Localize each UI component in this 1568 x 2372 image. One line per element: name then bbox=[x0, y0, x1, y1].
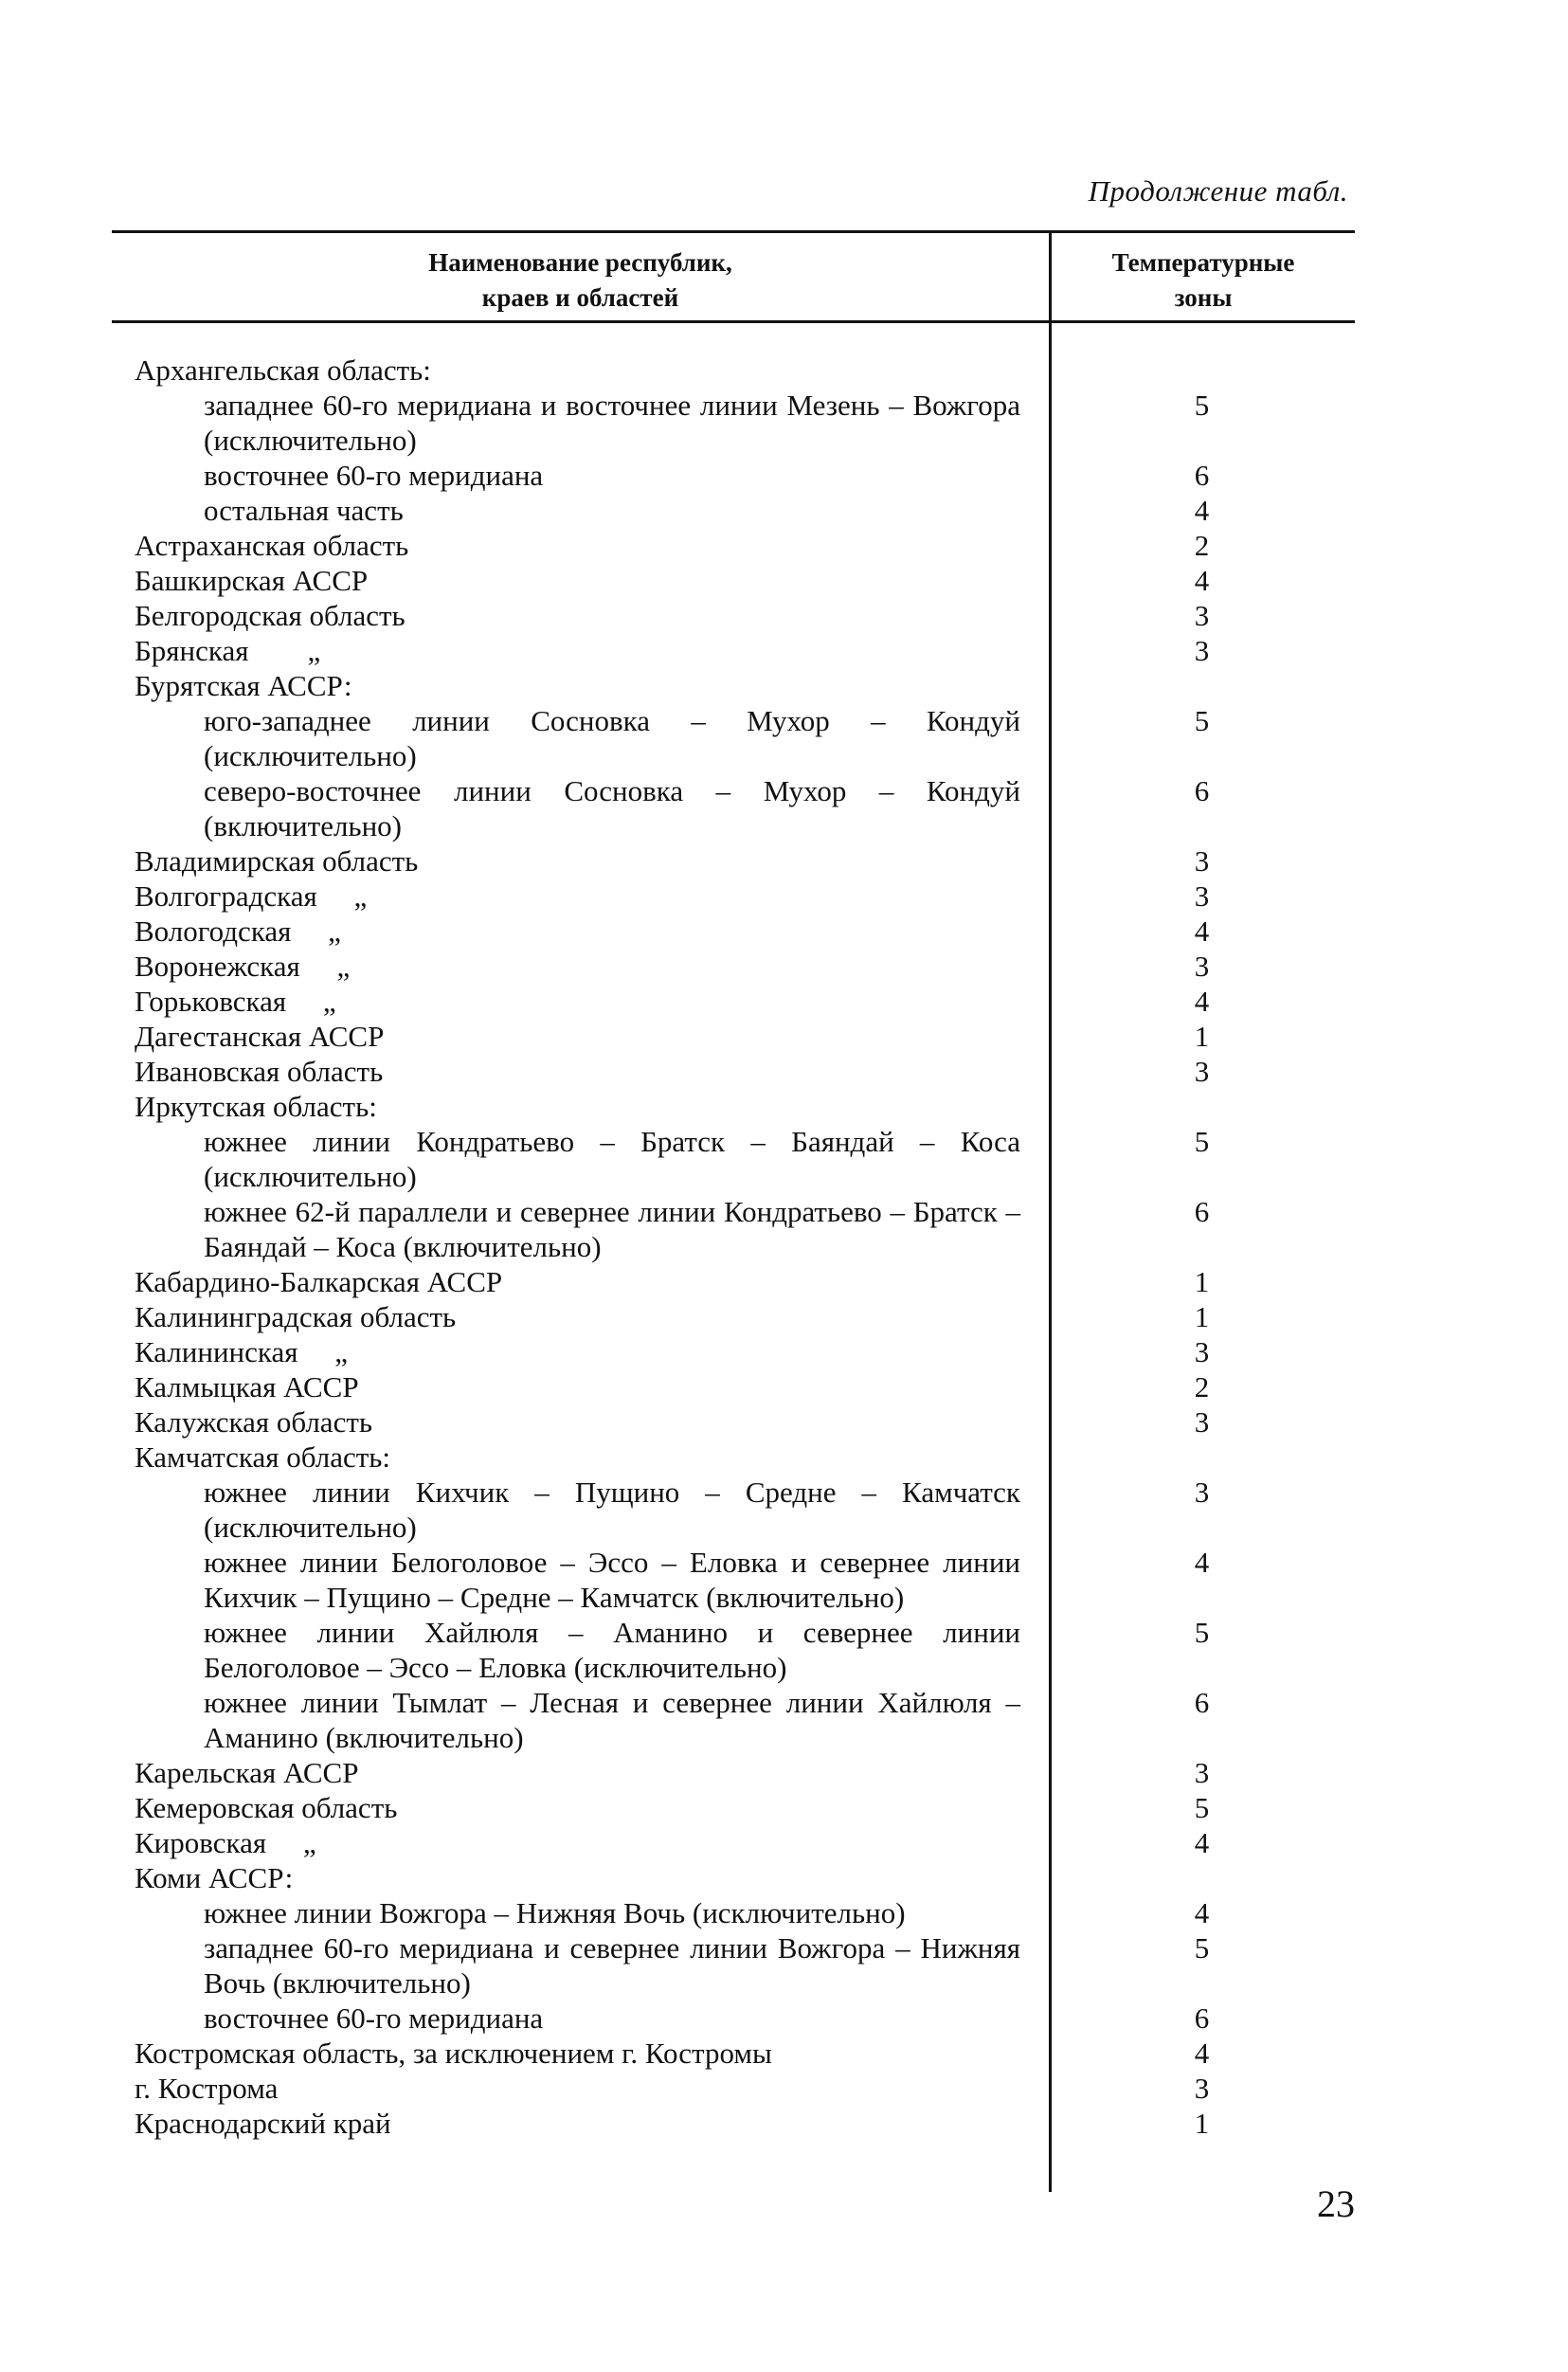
region-name: Архангельская область: bbox=[135, 353, 431, 387]
table-row bbox=[112, 1124, 1355, 1194]
temperature-zone bbox=[1049, 353, 1355, 388]
region-name: Калининская „ bbox=[135, 1335, 349, 1368]
temperature-zone: 6 bbox=[1194, 1686, 1210, 1719]
table-header-rule bbox=[112, 320, 1355, 323]
region-name: Дагестанская АССР bbox=[135, 1020, 385, 1053]
table-row bbox=[112, 984, 1355, 1019]
region-name: Брянская „ bbox=[135, 634, 321, 667]
region-name: г. Кострома bbox=[135, 2072, 279, 2105]
region-name: южнее линии Белоголовое – Эссо – Еловка и севернее линии Кихчик – Пущино – Средне – Камчатск (включительно) bbox=[204, 1546, 1028, 1614]
table-row bbox=[112, 949, 1355, 984]
table-row bbox=[112, 703, 1355, 773]
table-row bbox=[112, 773, 1355, 843]
table-row bbox=[112, 1895, 1355, 1930]
table-row bbox=[112, 1755, 1355, 1790]
temperature-zone: 2 bbox=[1194, 1370, 1210, 1403]
header-region-name: Наименование республик, краев и областей bbox=[428, 248, 732, 312]
table-row bbox=[112, 2036, 1355, 2071]
table-row bbox=[112, 1475, 1355, 1545]
temperature-zone: 5 bbox=[1194, 704, 1210, 737]
temperature-zone bbox=[1049, 1089, 1355, 1124]
table-row bbox=[112, 1264, 1355, 1299]
table-row bbox=[112, 2106, 1355, 2141]
table-row bbox=[112, 1545, 1355, 1615]
region-name: Калининградская область bbox=[135, 1300, 457, 1333]
temperature-zone: 4 bbox=[1194, 494, 1210, 527]
table-row bbox=[112, 563, 1355, 598]
table-row bbox=[112, 1439, 1355, 1475]
temperature-zone: 3 bbox=[1194, 950, 1210, 983]
region-name: Волгоградская „ bbox=[135, 879, 368, 913]
temperature-zone: 5 bbox=[1194, 1791, 1210, 1824]
region-name: Иркутская область: bbox=[135, 1090, 377, 1123]
table-row bbox=[112, 1334, 1355, 1369]
table-row bbox=[112, 1369, 1355, 1404]
temperature-zone: 3 bbox=[1194, 879, 1210, 913]
page-number: 23 bbox=[1317, 2182, 1355, 2225]
region-name: Коми АССР: bbox=[135, 1861, 294, 1894]
region-name: северо-восточнее линии Сосновка – Мухор – Кондуй (включительно) bbox=[204, 774, 1028, 842]
table-row bbox=[112, 1054, 1355, 1089]
region-name: западнее 60-го меридиана и севернее линии Вожгора – Нижняя Вочь (включительно) bbox=[204, 1931, 1028, 2000]
region-name: Ивановская область bbox=[135, 1055, 384, 1088]
temperature-zone: 6 bbox=[1194, 2001, 1210, 2035]
temperature-zone: 5 bbox=[1194, 1125, 1210, 1158]
table-row bbox=[112, 388, 1355, 458]
region-name: юго-западнее линии Сосновка – Мухор – Кондуй (исключительно) bbox=[204, 704, 1028, 772]
continuation-title: Продолжение табл. bbox=[1088, 174, 1348, 208]
region-name: Астраханская область bbox=[135, 529, 409, 562]
region-name: остальная часть bbox=[204, 494, 404, 527]
region-name: Кировская „ bbox=[135, 1826, 316, 1859]
temperature-zone: 3 bbox=[1194, 599, 1210, 632]
region-name: западнее 60-го меридиана и восточнее линии Мезень – Вожгора (исключительно) bbox=[204, 389, 1028, 457]
table-row bbox=[112, 458, 1355, 493]
table-row bbox=[112, 493, 1355, 528]
temperature-zone: 5 bbox=[1194, 1931, 1210, 1965]
temperature-zone bbox=[1049, 1439, 1355, 1475]
table-row bbox=[112, 1825, 1355, 1860]
region-name: Краснодарский край bbox=[135, 2107, 391, 2140]
table-row bbox=[112, 914, 1355, 949]
table-row bbox=[112, 633, 1355, 668]
temperature-zone: 4 bbox=[1194, 1826, 1210, 1859]
temperature-zone: 4 bbox=[1194, 985, 1210, 1018]
header-temperature-zones: Температурные зоны bbox=[1111, 248, 1295, 312]
temperature-zone bbox=[1049, 1860, 1355, 1895]
region-name: южнее линии Хайлюля – Аманино и севернее линии Белоголовое – Эссо – Еловка (исключительно) bbox=[204, 1616, 1028, 1684]
region-name: южнее 62-й параллели и севернее линии Кондратьево – Братск – Баяндай – Коса (включительно) bbox=[204, 1195, 1028, 1263]
region-name: Костромская область, за исключением г. Костромы bbox=[135, 2037, 772, 2070]
table-row bbox=[112, 1615, 1355, 1685]
region-name: Горьковская „ bbox=[135, 985, 336, 1018]
region-name: южнее линии Кихчик – Пущино – Средне – Камчатск (исключительно) bbox=[204, 1476, 1028, 1544]
table-row bbox=[112, 598, 1355, 633]
region-name: Кемеровская область bbox=[135, 1791, 398, 1824]
region-name: южнее линии Тымлат – Лесная и севернее линии Хайлюля – Аманино (включительно) bbox=[204, 1686, 1028, 1754]
table-row bbox=[112, 878, 1355, 914]
temperature-zone: 3 bbox=[1194, 1335, 1210, 1368]
region-name: Карельская АССР bbox=[135, 1756, 359, 1789]
temperature-zone: 6 bbox=[1194, 459, 1210, 492]
temperature-zone: 1 bbox=[1194, 2107, 1210, 2140]
region-name: южнее линии Вожгора – Нижняя Вочь (исключительно) bbox=[204, 1896, 906, 1929]
region-name: Бурятская АССР: bbox=[135, 669, 352, 702]
temperature-zone: 3 bbox=[1194, 844, 1210, 878]
table-row bbox=[112, 2001, 1355, 2036]
region-name: Белгородская область bbox=[135, 599, 406, 632]
temperature-zone: 3 bbox=[1194, 1476, 1210, 1509]
table-row bbox=[112, 1404, 1355, 1439]
temperature-zone: 3 bbox=[1194, 634, 1210, 667]
table-row bbox=[112, 1860, 1355, 1895]
temperature-zone: 2 bbox=[1194, 529, 1210, 562]
table-row bbox=[112, 353, 1355, 388]
region-name: Вологодская „ bbox=[135, 914, 341, 948]
table-row bbox=[112, 1685, 1355, 1755]
region-name: восточнее 60-го меридиана bbox=[204, 459, 544, 492]
table-row bbox=[112, 1089, 1355, 1124]
temperature-zone: 3 bbox=[1194, 1405, 1210, 1439]
temperature-zone: 5 bbox=[1194, 1616, 1210, 1649]
temperature-zone: 4 bbox=[1194, 1546, 1210, 1579]
region-name: Кабардино-Балкарская АССР bbox=[135, 1265, 503, 1298]
table-top-rule bbox=[112, 230, 1355, 233]
region-name: Владимирская область bbox=[135, 844, 419, 878]
table-row bbox=[112, 1194, 1355, 1264]
temperature-zone: 4 bbox=[1194, 2037, 1210, 2070]
region-name: южнее линии Кондратьево – Братск – Баяндай – Коса (исключительно) bbox=[204, 1125, 1028, 1193]
temperature-zone: 1 bbox=[1194, 1265, 1210, 1298]
table-row bbox=[112, 843, 1355, 878]
region-name: Калмыцкая АССР bbox=[135, 1370, 359, 1403]
table-row bbox=[112, 528, 1355, 563]
temperature-zone: 3 bbox=[1194, 2072, 1210, 2105]
region-name: Воронежская „ bbox=[135, 950, 351, 983]
table-row bbox=[112, 1930, 1355, 2001]
temperature-zone: 4 bbox=[1194, 914, 1210, 948]
temperature-zone: 3 bbox=[1194, 1055, 1210, 1088]
table-row bbox=[112, 1019, 1355, 1054]
temperature-zone: 1 bbox=[1194, 1300, 1210, 1333]
temperature-zone: 6 bbox=[1194, 1195, 1210, 1228]
region-name: Калужская область bbox=[135, 1405, 373, 1439]
table-row bbox=[112, 668, 1355, 703]
table-row bbox=[112, 1299, 1355, 1334]
region-name: Камчатская область: bbox=[135, 1440, 391, 1474]
temperature-zone: 4 bbox=[1194, 564, 1210, 597]
temperature-zone: 4 bbox=[1194, 1896, 1210, 1929]
table-row bbox=[112, 2071, 1355, 2106]
table-body bbox=[112, 353, 1355, 2141]
region-name: восточнее 60-го меридиана bbox=[204, 2001, 544, 2035]
temperature-zone: 1 bbox=[1194, 1020, 1210, 1053]
temperature-zone: 5 bbox=[1194, 389, 1210, 422]
temperature-zone: 6 bbox=[1194, 774, 1210, 807]
temperature-zone: 3 bbox=[1194, 1756, 1210, 1789]
region-name: Башкирская АССР bbox=[135, 564, 369, 597]
temperature-zone bbox=[1049, 668, 1355, 703]
table-row bbox=[112, 1790, 1355, 1825]
